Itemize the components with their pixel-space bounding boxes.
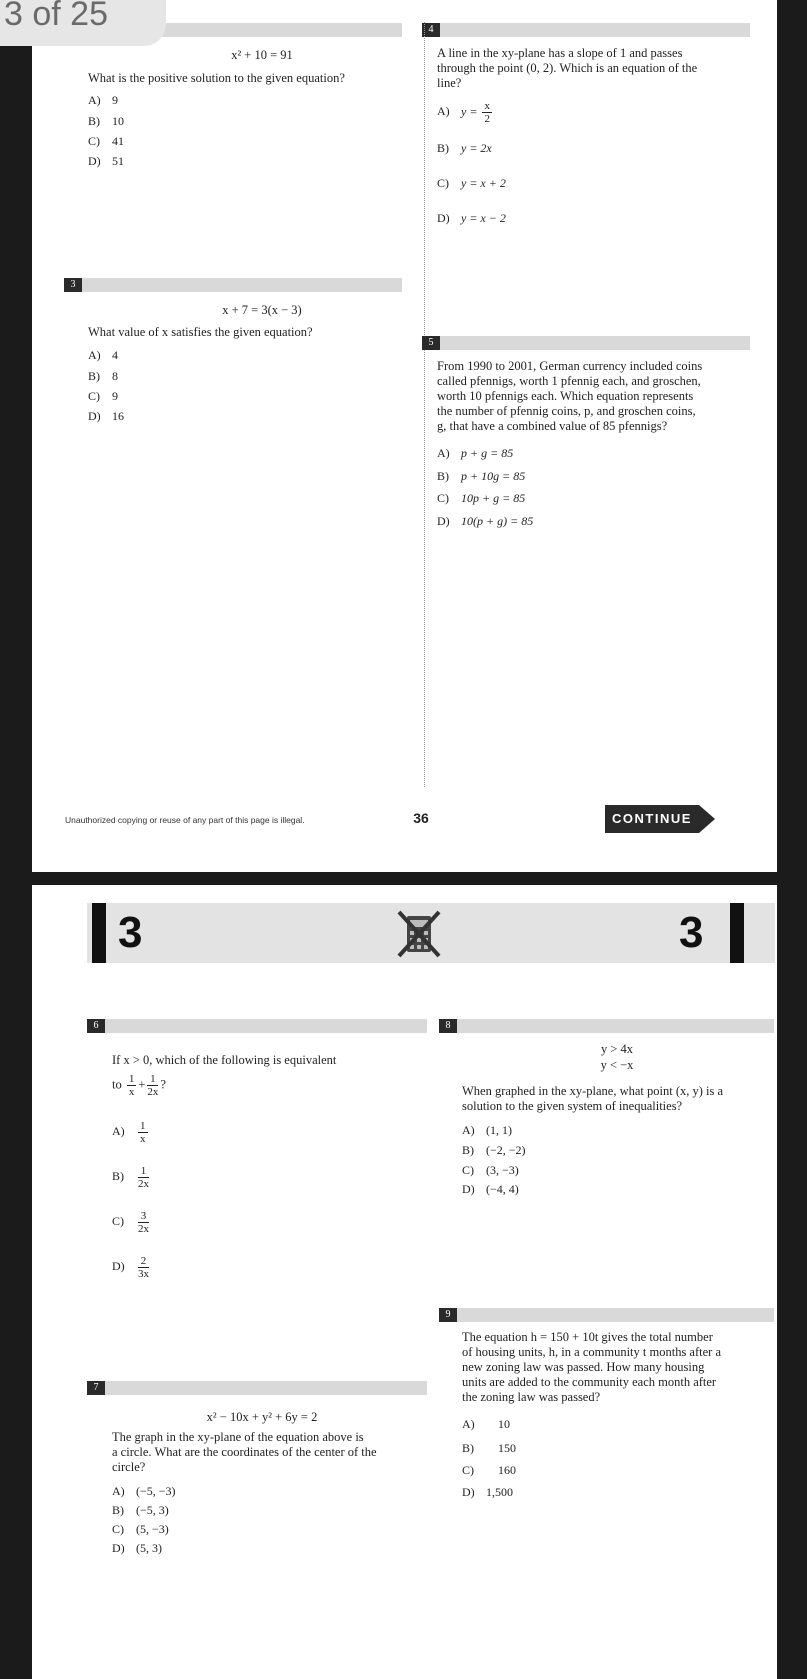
question-6-bar: [87, 1019, 427, 1033]
answer-choice[interactable]: C) y = x + 2: [437, 176, 506, 190]
answer-choice[interactable]: D) y = x − 2: [437, 211, 506, 225]
question-number: 7: [87, 1381, 105, 1395]
answer-choice[interactable]: A) 4: [88, 348, 118, 362]
copyright-notice: Unauthorized copying or reuse of any part of this page is illegal.: [65, 815, 305, 825]
no-calculator-icon: [394, 908, 444, 960]
answer-choice[interactable]: C) 160: [462, 1463, 516, 1477]
answer-choice[interactable]: C) 10p + g = 85: [437, 491, 526, 505]
answer-choice[interactable]: B) $\frac{1}{2x}$: [112, 1165, 149, 1190]
answer-choice[interactable]: D) (5, 3): [112, 1541, 162, 1555]
answer-choice[interactable]: C) 9: [88, 389, 118, 403]
q8-inequality-2: y < −x: [600, 1058, 634, 1072]
question-number: 5: [422, 336, 440, 350]
page-indicator: 3 of 25: [0, 0, 166, 46]
page-number: 36: [413, 810, 429, 826]
answer-choice[interactable]: A) (−5, −3): [112, 1484, 176, 1498]
question-number: 4: [422, 23, 440, 37]
question-9-bar: [439, 1308, 774, 1322]
q2-equation: x² + 10 = 91: [231, 48, 293, 62]
q9-prompt: The equation h = 150 + 10t gives the total number of housing units, h, in a community t months after a new zoning law was passed. How many housing units are added to the community each month after the zoning law was passed?: [462, 1330, 721, 1404]
q6-prompt: If x > 0, which of the following is equivalent: [112, 1053, 337, 1067]
q6-expression: to $\frac{1}{x}$ + $\frac{1}{2x}$ ?: [112, 1073, 166, 1098]
answer-choice[interactable]: C) $\frac{3}{2x}$: [112, 1210, 149, 1235]
q4-prompt: A line in the xy-plane has a slope of 1 and passes through the point (0, 2). Which is an equation of the line?: [437, 46, 698, 90]
test-page-36: [32, 0, 777, 872]
answer-choice[interactable]: D) (−4, 4): [462, 1182, 519, 1196]
question-3-bar: [64, 278, 402, 292]
question-5-bar: [422, 336, 750, 350]
answer-choice[interactable]: B) (−2, −2): [462, 1143, 526, 1157]
question-4-bar: [422, 23, 750, 37]
answer-choice[interactable]: D) 1,500: [462, 1485, 513, 1499]
section-marker-right: [730, 903, 744, 963]
question-7-bar: [87, 1381, 427, 1395]
continue-label: CONTINUE: [612, 811, 692, 826]
continue-arrow: [605, 805, 715, 833]
answer-choice[interactable]: C) (3, −3): [462, 1163, 519, 1177]
answer-choice[interactable]: A) (1, 1): [462, 1123, 512, 1137]
question-8-bar: [439, 1019, 774, 1033]
answer-choice[interactable]: C) 41: [88, 134, 124, 148]
q3-equation: x + 7 = 3(x − 3): [222, 303, 302, 317]
answer-choice[interactable]: A) y = $\frac{x}{2}$: [437, 100, 490, 125]
fraction: $\frac{1}{2x}$: [147, 1073, 159, 1098]
answer-choice[interactable]: B) p + 10g = 85: [437, 469, 526, 483]
answer-choice[interactable]: B) 150: [462, 1441, 516, 1455]
answer-choice[interactable]: B) 8: [88, 369, 118, 383]
q7-prompt: The graph in the xy-plane of the equation above is a circle. What are the coordinates of the center of the circle?: [112, 1430, 377, 1474]
answer-choice[interactable]: A) 10: [462, 1417, 510, 1431]
answer-choice[interactable]: A) p + g = 85: [437, 446, 514, 460]
answer-choice[interactable]: D) 10(p + g) = 85: [437, 514, 534, 528]
section-number-right: 3: [679, 908, 704, 957]
q7-equation: x² − 10x + y² + 6y = 2: [206, 1410, 318, 1424]
fraction: $\frac{1}{x}$: [128, 1073, 135, 1098]
column-divider: [424, 22, 425, 787]
q8-prompt: When graphed in the xy-plane, what point (x, y) is a solution to the given system of inequalities?: [462, 1084, 724, 1113]
answer-choice[interactable]: B) (−5, 3): [112, 1503, 169, 1517]
question-number: 8: [439, 1019, 457, 1033]
q8-inequality-1: y > 4x: [600, 1042, 634, 1056]
section-number-left: 3: [118, 908, 143, 957]
question-number: 3: [64, 278, 82, 292]
answer-choice[interactable]: D) $\frac{2}{3x}$: [112, 1255, 149, 1280]
fraction: $\frac{x}{2}$: [484, 100, 490, 125]
answer-choice[interactable]: C) (5, −3): [112, 1522, 169, 1536]
answer-choice[interactable]: A) 9: [88, 93, 118, 107]
q2-prompt: What is the positive solution to the given equation?: [88, 71, 345, 85]
question-number: 6: [87, 1019, 105, 1033]
answer-choice[interactable]: B) 10: [88, 114, 124, 128]
q3-prompt: What value of x satisfies the given equation?: [88, 325, 313, 339]
test-page-37: [32, 885, 777, 1679]
answer-choice[interactable]: D) 51: [88, 154, 124, 168]
q5-prompt: From 1990 to 2001, German currency included coins called pfennigs, worth 1 pfennig each, and groschen, worth 10 pfennigs each. Which equation represents the number of pfennig coins, p, and groschen coins, g, that have a combined value of 85 pfennigs?: [437, 359, 703, 433]
answer-choice[interactable]: A) $\frac{1}{x}$: [112, 1120, 146, 1145]
question-number: 9: [439, 1308, 457, 1322]
answer-choice[interactable]: B) y = 2x: [437, 141, 492, 155]
section-marker-left: [92, 903, 106, 963]
answer-choice[interactable]: D) 16: [88, 409, 124, 423]
